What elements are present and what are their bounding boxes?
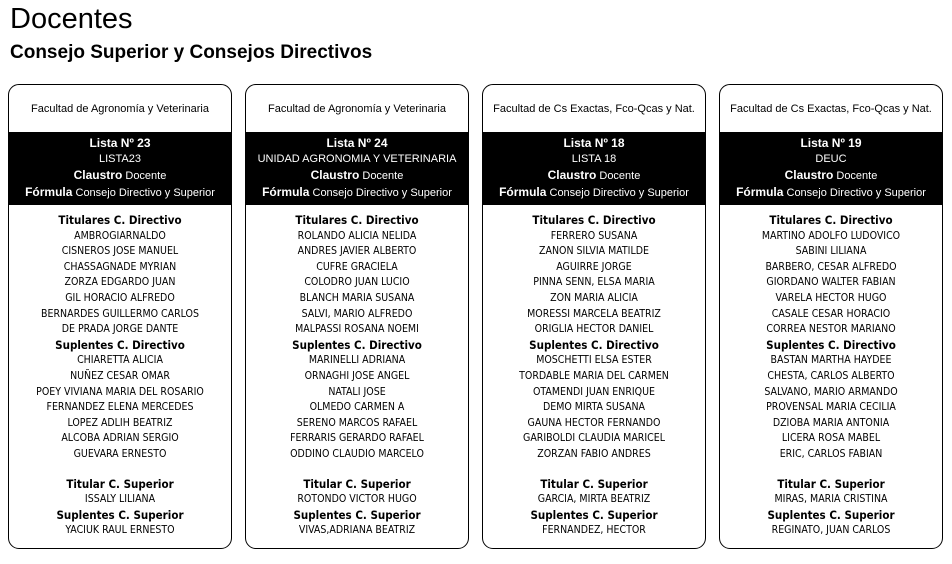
claustro-label: Claustro [73,168,123,182]
candidate-name: ORIGLIA HECTOR DANIEL [534,323,654,336]
suplentes-cd-heading: Suplentes C. Directivo [529,337,659,352]
titular-cs-heading: Titular C. Superior [66,476,174,491]
titulares-cd-heading: Titulares C. Directivo [58,213,182,227]
spacer [720,463,942,477]
formula-row [11,184,229,201]
titular-cs-heading: Titular C. Superior [540,476,648,491]
candidate-name: ANDRES JAVIER ALBERTO [297,245,417,258]
candidate-name: MALPASSI ROSANA NOEMI [295,323,419,336]
candidates-list [483,205,705,539]
page-title: Docentes [10,3,133,35]
candidate-name: GAUNA HECTOR FERNANDO [527,416,661,429]
candidate-name: CASALE CESAR HORACIO [771,307,891,320]
suplentes-cs-heading: Suplentes C. Superior [530,507,658,522]
formula-label: Fórmula [736,185,784,199]
suplentes-cs-heading: Suplentes C. Superior [767,507,895,522]
formula-row [485,184,703,201]
formula-value: Consejo Directivo y Superior [549,187,689,199]
formula-value: Consejo Directivo y Superior [75,187,215,199]
candidate-name: ISSALY LILIANA [84,493,156,506]
candidate-name: BLANCH MARIA SUSANA [299,291,415,304]
candidate-name: AMBROGIARNALDO [74,229,166,242]
list-header [483,132,705,205]
claustro-value: Docente [125,170,167,182]
faculty-name: Facultad de Agronomía y Veterinaria [31,102,209,115]
claustro-row [722,167,940,184]
candidate-name: CORREA NESTOR MARIANO [766,323,896,336]
candidate-name: ERIC, CARLOS FABIAN [779,447,883,460]
list-number: Lista Nº 23 [89,136,151,150]
list-header [9,132,231,205]
candidate-name: VARELA HECTOR HUGO [775,291,887,304]
candidate-name: REGINATO, JUAN CARLOS [771,524,891,537]
list-card [719,84,943,549]
list-number: Lista Nº 18 [563,136,625,150]
claustro-label: Claustro [310,168,360,182]
candidate-name: BASTAN MARTHA HAYDEE [770,354,892,367]
candidate-name: MARINELLI ADRIANA [308,354,406,367]
candidate-name: DEMO MIRTA SUSANA [542,401,646,414]
candidate-name: LOPEZ ADLIH BEATRIZ [67,416,173,429]
candidate-name: SALVANO, MARIO ARMANDO [764,385,898,398]
faculty-name: Facultad de Agronomía y Veterinaria [268,102,446,115]
titular-cs-heading: Titular C. Superior [777,476,885,491]
candidate-name: BERNARDES GUILLERMO CARLOS [41,307,199,320]
suplentes-cd-heading: Suplentes C. Directivo [292,337,422,352]
candidate-name: ROTONDO VICTOR HUGO [297,493,417,506]
spacer [9,463,231,477]
list-header [246,132,468,205]
candidate-name: SABINI LILIANA [795,245,867,258]
candidate-name: PINNA SENN, ELSA MARIA [533,276,655,289]
candidate-name: MORESSI MARCELA BEATRIZ [527,307,661,320]
candidate-name: GARIBOLDI CLAUDIA MARICEL [523,432,665,445]
page-subtitle: Consejo Superior y Consejos Directivos [10,42,373,63]
claustro-label: Claustro [547,168,597,182]
list-header [720,132,942,205]
candidate-name: GIORDANO WALTER FABIAN [766,276,896,289]
candidate-name: VIVAS,ADRIANA BEATRIZ [298,524,416,537]
list-name: DEUC [815,153,847,165]
candidate-name: FERNANDEZ, HECTOR [542,524,646,537]
candidate-name: OLMEDO CARMEN A [309,401,405,414]
candidates-list [246,205,468,539]
candidate-name: ZON MARIA ALICIA [550,291,638,304]
list-name: LISTA 18 [571,153,617,165]
suplentes-cd-heading: Suplentes C. Directivo [55,337,185,352]
candidate-name: NATALI JOSE [328,385,386,398]
candidates-list [9,205,231,539]
titulares-cd-heading: Titulares C. Directivo [769,213,893,227]
candidate-name: ZORZA EDGARDO JUAN [64,276,176,289]
candidate-name: SERENO MARCOS RAFAEL [296,416,418,429]
candidate-name: ZORZAN FABIO ANDRES [537,447,651,460]
candidate-name: CHASSAGNADE MYRIAN [63,260,177,273]
candidate-name: ROLANDO ALICIA NELIDA [297,229,417,242]
candidate-name: ODDINO CLAUDIO MARCELO [290,447,424,460]
candidate-name: MOSCHETTI ELSA ESTER [536,354,652,367]
faculty-name: Facultad de Cs Exactas, Fco-Qcas y Nat. [730,102,932,115]
candidate-name: YACIUK RAUL ERNESTO [65,524,175,537]
candidate-name: GARCIA, MIRTA BEATRIZ [537,493,651,506]
candidate-name: DE PRADA JORGE DANTE [61,323,179,336]
candidate-name: DZIOBA MARIA ANTONIA [772,416,890,429]
candidate-name: CUFRE GRACIELA [316,260,398,273]
claustro-row [485,167,703,184]
candidate-name: GUEVARA ERNESTO [73,447,167,460]
list-number: Lista Nº 24 [326,136,388,150]
formula-label: Fórmula [25,185,73,199]
claustro-label: Claustro [784,168,834,182]
candidate-name: TORDABLE MARIA DEL CARMEN [519,369,669,382]
list-name: LISTA23 [99,153,141,165]
candidate-name: FERRERO SUSANA [550,229,638,242]
formula-label: Fórmula [262,185,310,199]
formula-value: Consejo Directivo y Superior [786,187,926,199]
candidate-name: FERNANDEZ ELENA MERCEDES [46,401,194,414]
titulares-cd-heading: Titulares C. Directivo [532,213,656,227]
formula-row [722,184,940,201]
candidate-name: PROVENSAL MARIA CECILIA [766,401,896,414]
claustro-value: Docente [599,170,641,182]
candidate-name: POEY VIVIANA MARIA DEL ROSARIO [36,385,204,398]
claustro-value: Docente [362,170,404,182]
suplentes-cd-heading: Suplentes C. Directivo [766,337,896,352]
claustro-value: Docente [836,170,878,182]
candidate-name: ZANON SILVIA MATILDE [539,245,649,258]
candidate-name: ORNAGHI JOSE ANGEL [304,369,410,382]
candidate-name: NUÑEZ CESAR OMAR [70,369,170,382]
formula-label: Fórmula [499,185,547,199]
list-number: Lista Nº 19 [800,136,862,150]
candidate-name: OTAMENDI JUAN ENRIQUE [532,385,655,398]
candidate-name: FERRARIS GERARDO RAFAEL [290,432,424,445]
candidate-name: CISNEROS JOSE MANUEL [61,245,179,258]
formula-row [248,184,466,201]
faculty-name: Facultad de Cs Exactas, Fco-Qcas y Nat. [493,102,695,115]
list-name: UNIDAD AGRONOMIA Y VETERINARIA [257,153,457,165]
list-card [482,84,706,549]
claustro-row [11,167,229,184]
candidate-name: ALCOBA ADRIAN SERGIO [61,432,179,445]
candidate-name: MIRAS, MARIA CRISTINA [774,493,888,506]
titulares-cd-heading: Titulares C. Directivo [295,213,419,227]
suplentes-cs-heading: Suplentes C. Superior [293,507,421,522]
candidate-name: COLODRO JUAN LUCIO [304,276,410,289]
list-card [8,84,232,549]
spacer [483,463,705,477]
spacer [246,463,468,477]
candidate-name: SALVI, MARIO ALFREDO [301,307,413,320]
candidates-list [720,205,942,539]
candidate-name: CHIARETTA ALICIA [77,354,163,367]
candidate-name: BARBERO, CESAR ALFREDO [765,260,897,273]
candidate-name: LICERA ROSA MABEL [781,432,881,445]
suplentes-cs-heading: Suplentes C. Superior [56,507,184,522]
claustro-row [248,167,466,184]
candidate-name: CHESTA, CARLOS ALBERTO [767,369,895,382]
candidate-name: AGUIRRE JORGE [556,260,632,273]
candidate-name: GIL HORACIO ALFREDO [65,291,175,304]
formula-value: Consejo Directivo y Superior [312,187,452,199]
titular-cs-heading: Titular C. Superior [303,476,411,491]
list-card [245,84,469,549]
candidate-name: MARTINO ADOLFO LUDOVICO [761,229,901,242]
